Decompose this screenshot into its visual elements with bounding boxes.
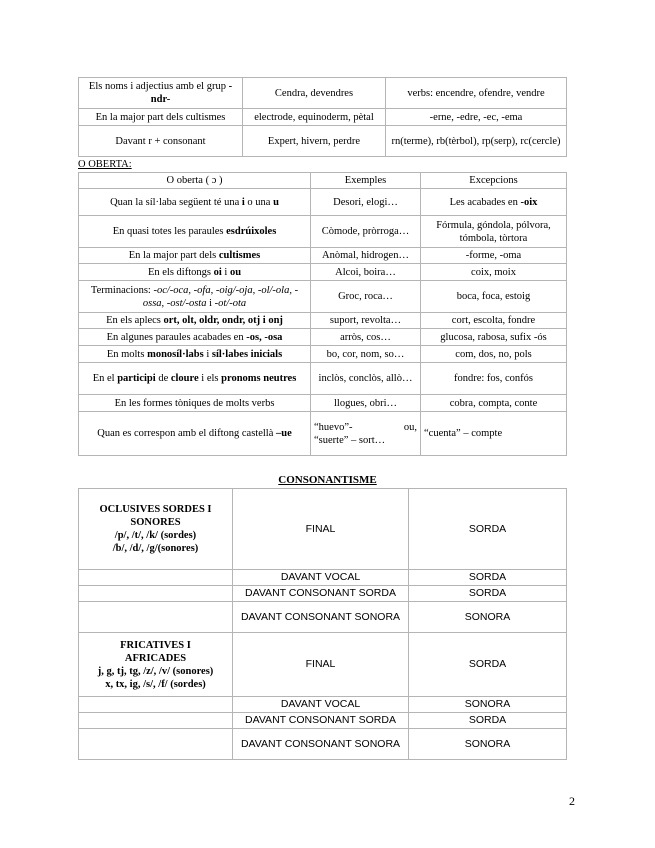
- cultismes-table: [78, 77, 567, 157]
- table-cell: Terminacions: -oc/-oca, -ofa, -oig/-oja, -ol/-ola, -ossa, -ost/-osta i -ot/-ota: [79, 281, 311, 313]
- value-cell: SORDA: [409, 633, 567, 697]
- table-cell: llogues, obri…: [311, 395, 421, 412]
- table-row: [79, 713, 567, 729]
- group-cell-oclusives: OCLUSIVES SORDES I SONORES /p/, /t/, /k/ (sordes) /b/, /d/, /g/(sonores): [79, 489, 233, 570]
- table-cell: Anòmal, hidrogen…: [311, 248, 421, 264]
- table-row: [79, 570, 567, 586]
- table-row: [79, 363, 567, 395]
- table-cell: En els aplecs ort, olt, oldr, ondr, otj i onj: [79, 313, 311, 329]
- position-cell: DAVANT CONSONANT SORDA: [233, 713, 409, 729]
- table-row: [79, 329, 567, 346]
- table-header-row: [79, 173, 567, 189]
- table-cell: Davant r + consonant: [79, 126, 243, 157]
- table-cell: fondre: fos, confós: [421, 363, 567, 395]
- value-cell: SONORA: [409, 602, 567, 633]
- value-cell: SORDA: [409, 586, 567, 602]
- table-cell: Les acabades en -oix: [421, 189, 567, 216]
- table-cell: Groc, roca…: [311, 281, 421, 313]
- empty-cell: [79, 602, 233, 633]
- table-row: [79, 633, 567, 697]
- table-cell: -erne, -edre, -ec, -ema: [386, 109, 567, 126]
- table-cell: rn(terme), rb(tèrbol), rp(serp), rc(cercle): [386, 126, 567, 157]
- empty-cell: [79, 570, 233, 586]
- table-cell: En molts monosíl·labs i síl·labes inicials: [79, 346, 311, 363]
- table-cell: Quan es correspon amb el diftong castellà –ue: [79, 412, 311, 456]
- table-cell: En quasi totes les paraules esdrúixoles: [79, 216, 311, 248]
- table-cell: coix, moix: [421, 264, 567, 281]
- table-cell: inclòs, conclòs, allò…: [311, 363, 421, 395]
- table-cell: glucosa, rabosa, sufix -ós: [421, 329, 567, 346]
- page-number: 2: [569, 794, 575, 808]
- table-row: [79, 109, 567, 126]
- table-cell: En la major part dels cultismes: [79, 109, 243, 126]
- table-cell: “cuenta” – compte: [421, 412, 567, 456]
- table-cell: En la major part dels cultismes: [79, 248, 311, 264]
- header-cell: Exemples: [311, 173, 421, 189]
- table-cell: En el participi de cloure i els pronoms neutres: [79, 363, 311, 395]
- table-cell: bo, cor, nom, so…: [311, 346, 421, 363]
- table-cell: Quan la síl·laba següent té una i o una u: [79, 189, 311, 216]
- table-row: [79, 264, 567, 281]
- value-cell: SONORA: [409, 697, 567, 713]
- value-cell: SONORA: [409, 729, 567, 760]
- empty-cell: [79, 586, 233, 602]
- table-row: [79, 602, 567, 633]
- table-cell: Expert, hivern, perdre: [243, 126, 386, 157]
- table-cell: electrode, equinoderm, pètal: [243, 109, 386, 126]
- table-cell: En els diftongs oi i ou: [79, 264, 311, 281]
- table-row: [79, 489, 567, 570]
- table-row: [79, 697, 567, 713]
- table-row: [79, 216, 567, 248]
- empty-cell: [79, 729, 233, 760]
- consonantisme-table: [78, 488, 567, 760]
- table-cell: arròs, cos…: [311, 329, 421, 346]
- value-cell: SORDA: [409, 713, 567, 729]
- header-cell: O oberta ( ɔ ): [79, 173, 311, 189]
- table-cell: suport, revolta…: [311, 313, 421, 329]
- table-cell: cort, escolta, fondre: [421, 313, 567, 329]
- table-cell: com, dos, no, pols: [421, 346, 567, 363]
- value-cell: SORDA: [409, 489, 567, 570]
- o-oberta-table: [78, 172, 567, 456]
- table-cell: Còmode, pròrroga…: [311, 216, 421, 248]
- table-cell: Alcoi, boira…: [311, 264, 421, 281]
- table-cell: Desori, elogi…: [311, 189, 421, 216]
- table-cell: cobra, compta, conte: [421, 395, 567, 412]
- table-cell: verbs: encendre, ofendre, vendre: [386, 78, 567, 109]
- table-row: [79, 395, 567, 412]
- empty-cell: [79, 697, 233, 713]
- position-cell: DAVANT CONSONANT SONORA: [233, 729, 409, 760]
- table-row: [79, 248, 567, 264]
- position-cell: DAVANT VOCAL: [233, 570, 409, 586]
- table-cell: boca, foca, estoig: [421, 281, 567, 313]
- table-cell: Cendra, devendres: [243, 78, 386, 109]
- empty-cell: [79, 713, 233, 729]
- position-cell: FINAL: [233, 633, 409, 697]
- section-heading-o-oberta: O OBERTA:: [78, 159, 132, 170]
- table-cell: Els noms i adjectius amb el grup -ndr-: [79, 78, 243, 109]
- table-cell: “huevo”- ou, “suerte” – sort…: [311, 412, 421, 456]
- header-cell: Excepcions: [421, 173, 567, 189]
- table-row: [79, 313, 567, 329]
- table-row: [79, 78, 567, 109]
- table-row: [79, 346, 567, 363]
- table-row: [79, 586, 567, 602]
- table-row: [79, 412, 567, 456]
- table-cell: Fórmula, góndola, pólvora, tómbola, tòrtora: [421, 216, 567, 248]
- table-cell: -forme, -oma: [421, 248, 567, 264]
- table-row: [79, 126, 567, 157]
- position-cell: DAVANT VOCAL: [233, 697, 409, 713]
- position-cell: DAVANT CONSONANT SONORA: [233, 602, 409, 633]
- table-row: [79, 281, 567, 313]
- group-cell-fricatives: FRICATIVES I AFRICADES j, g, tj, tg, /z/, /v/ (sonores) x, tx, ig, /s/, /f/ (sordes): [79, 633, 233, 697]
- table-row: [79, 729, 567, 760]
- position-cell: FINAL: [233, 489, 409, 570]
- table-cell: En algunes paraules acabades en -os, -osa: [79, 329, 311, 346]
- value-cell: SORDA: [409, 570, 567, 586]
- table-row: [79, 189, 567, 216]
- position-cell: DAVANT CONSONANT SORDA: [233, 586, 409, 602]
- table-cell: En les formes tòniques de molts verbs: [79, 395, 311, 412]
- section-heading-consonantisme: CONSONANTISME: [278, 474, 377, 486]
